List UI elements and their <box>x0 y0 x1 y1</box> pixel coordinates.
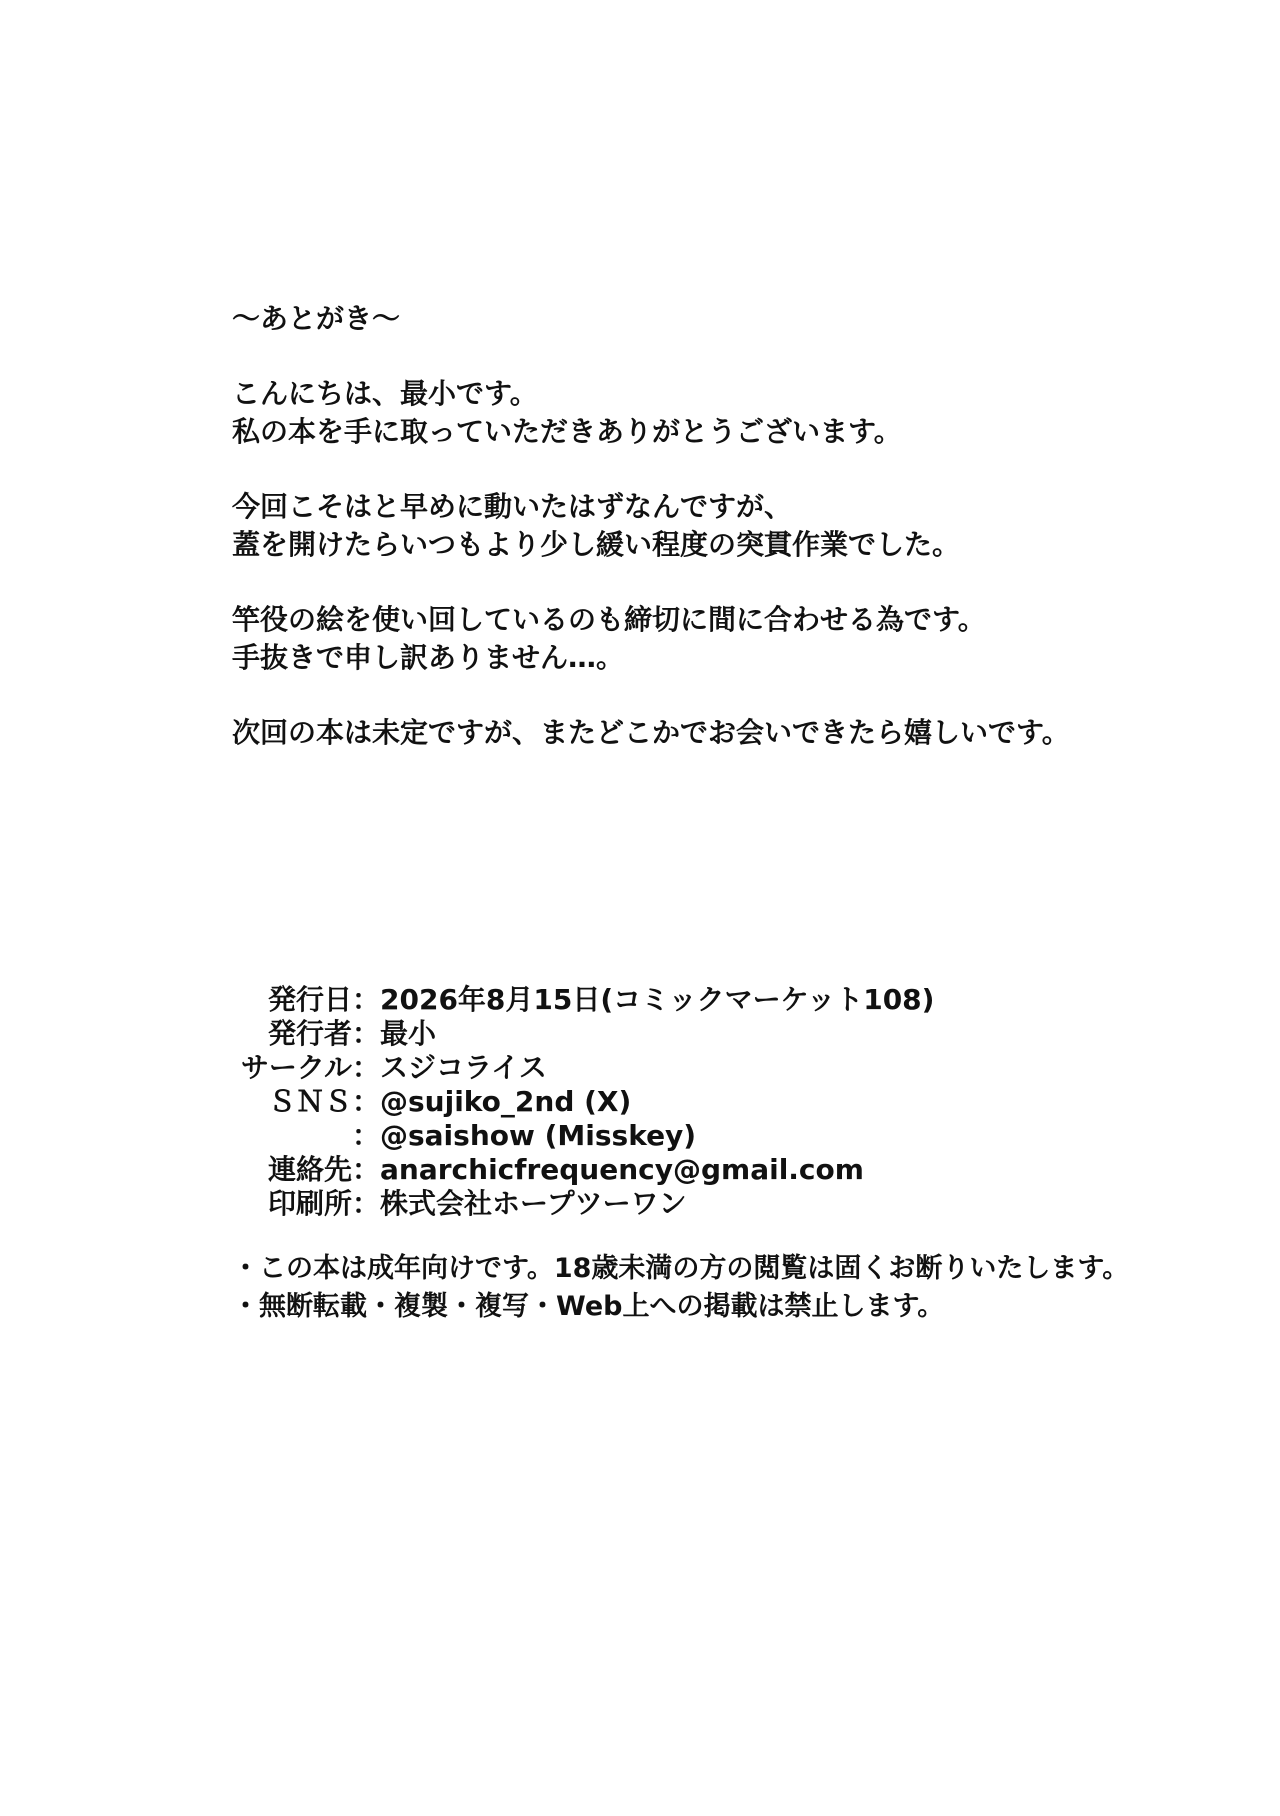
afterword-line: 蓋を開けたらいつもより少し緩い程度の突貫作業でした。 <box>232 528 961 561</box>
colophon-label: 連絡先 <box>267 1153 352 1186</box>
spacer <box>232 564 1232 601</box>
colophon <box>232 978 1232 1220</box>
notes <box>232 1250 1232 1326</box>
colophon-colon: ： <box>352 1085 381 1118</box>
colophon-colon: ： <box>352 1017 381 1050</box>
afterword-line: 私の本を手に取っていただきありがとうございます。 <box>232 415 902 448</box>
colophon-label: サークル <box>240 1051 352 1084</box>
colophon-label: ＳＮＳ <box>267 1085 352 1118</box>
colophon-value: 最小 <box>380 1017 437 1050</box>
note-adult-content: ・この本は成年向けです。18歳未満の方の閲覧は固くお断りいたします。 <box>232 1253 1130 1284</box>
colophon-value: @saishow (Misskey) <box>380 1119 697 1152</box>
afterword-line: 次回の本は未定ですが、またどこかでお会いできたら嬉しいです。 <box>232 716 1070 749</box>
colophon-value: スジコライス <box>380 1051 547 1084</box>
colophon-value: @sujiko_2nd (X) <box>380 1085 632 1118</box>
colophon-value: 株式会社ホープツーワン <box>380 1187 687 1220</box>
colophon-label: 発行者 <box>267 1017 352 1050</box>
afterword-line: 今回こそはと早めに動いたはずなんですが、 <box>232 490 793 523</box>
colophon-label: 印刷所 <box>267 1187 352 1220</box>
colophon-row-circle <box>232 1046 1232 1084</box>
afterword-line: 手抜きで申し訳ありません…。 <box>232 641 625 674</box>
spacer <box>232 677 1232 714</box>
colophon-label: 発行日 <box>267 983 352 1016</box>
afterword-heading: 〜あとがき〜 <box>232 302 401 335</box>
spacer <box>232 451 1232 488</box>
afterword-line: こんにちは、最小です。 <box>232 377 538 410</box>
colophon-colon: ： <box>352 983 381 1016</box>
note-no-reproduction: ・無断転載・複製・複写・Web上への掲載は禁止します。 <box>232 1291 945 1322</box>
colophon-row-sns <box>232 1080 1232 1118</box>
spacer <box>232 338 1232 375</box>
colophon-colon: ： <box>352 1119 381 1152</box>
afterword-section <box>232 300 1232 752</box>
colophon-row-printer <box>232 1182 1232 1220</box>
colophon-value: anarchicfrequency@gmail.com <box>380 1153 864 1186</box>
colophon-colon: ： <box>352 1187 381 1220</box>
colophon-value: 2026年8月15日(コミックマーケット108) <box>380 983 935 1016</box>
colophon-row-contact <box>232 1148 1232 1186</box>
colophon-row-sns-2 <box>232 1114 1232 1152</box>
colophon-colon: ： <box>352 1051 381 1084</box>
colophon-colon: ： <box>352 1153 381 1186</box>
afterword-line: 竿役の絵を使い回しているのも締切に間に合わせる為です。 <box>232 603 986 636</box>
colophon-row-issue-date <box>232 978 1232 1016</box>
